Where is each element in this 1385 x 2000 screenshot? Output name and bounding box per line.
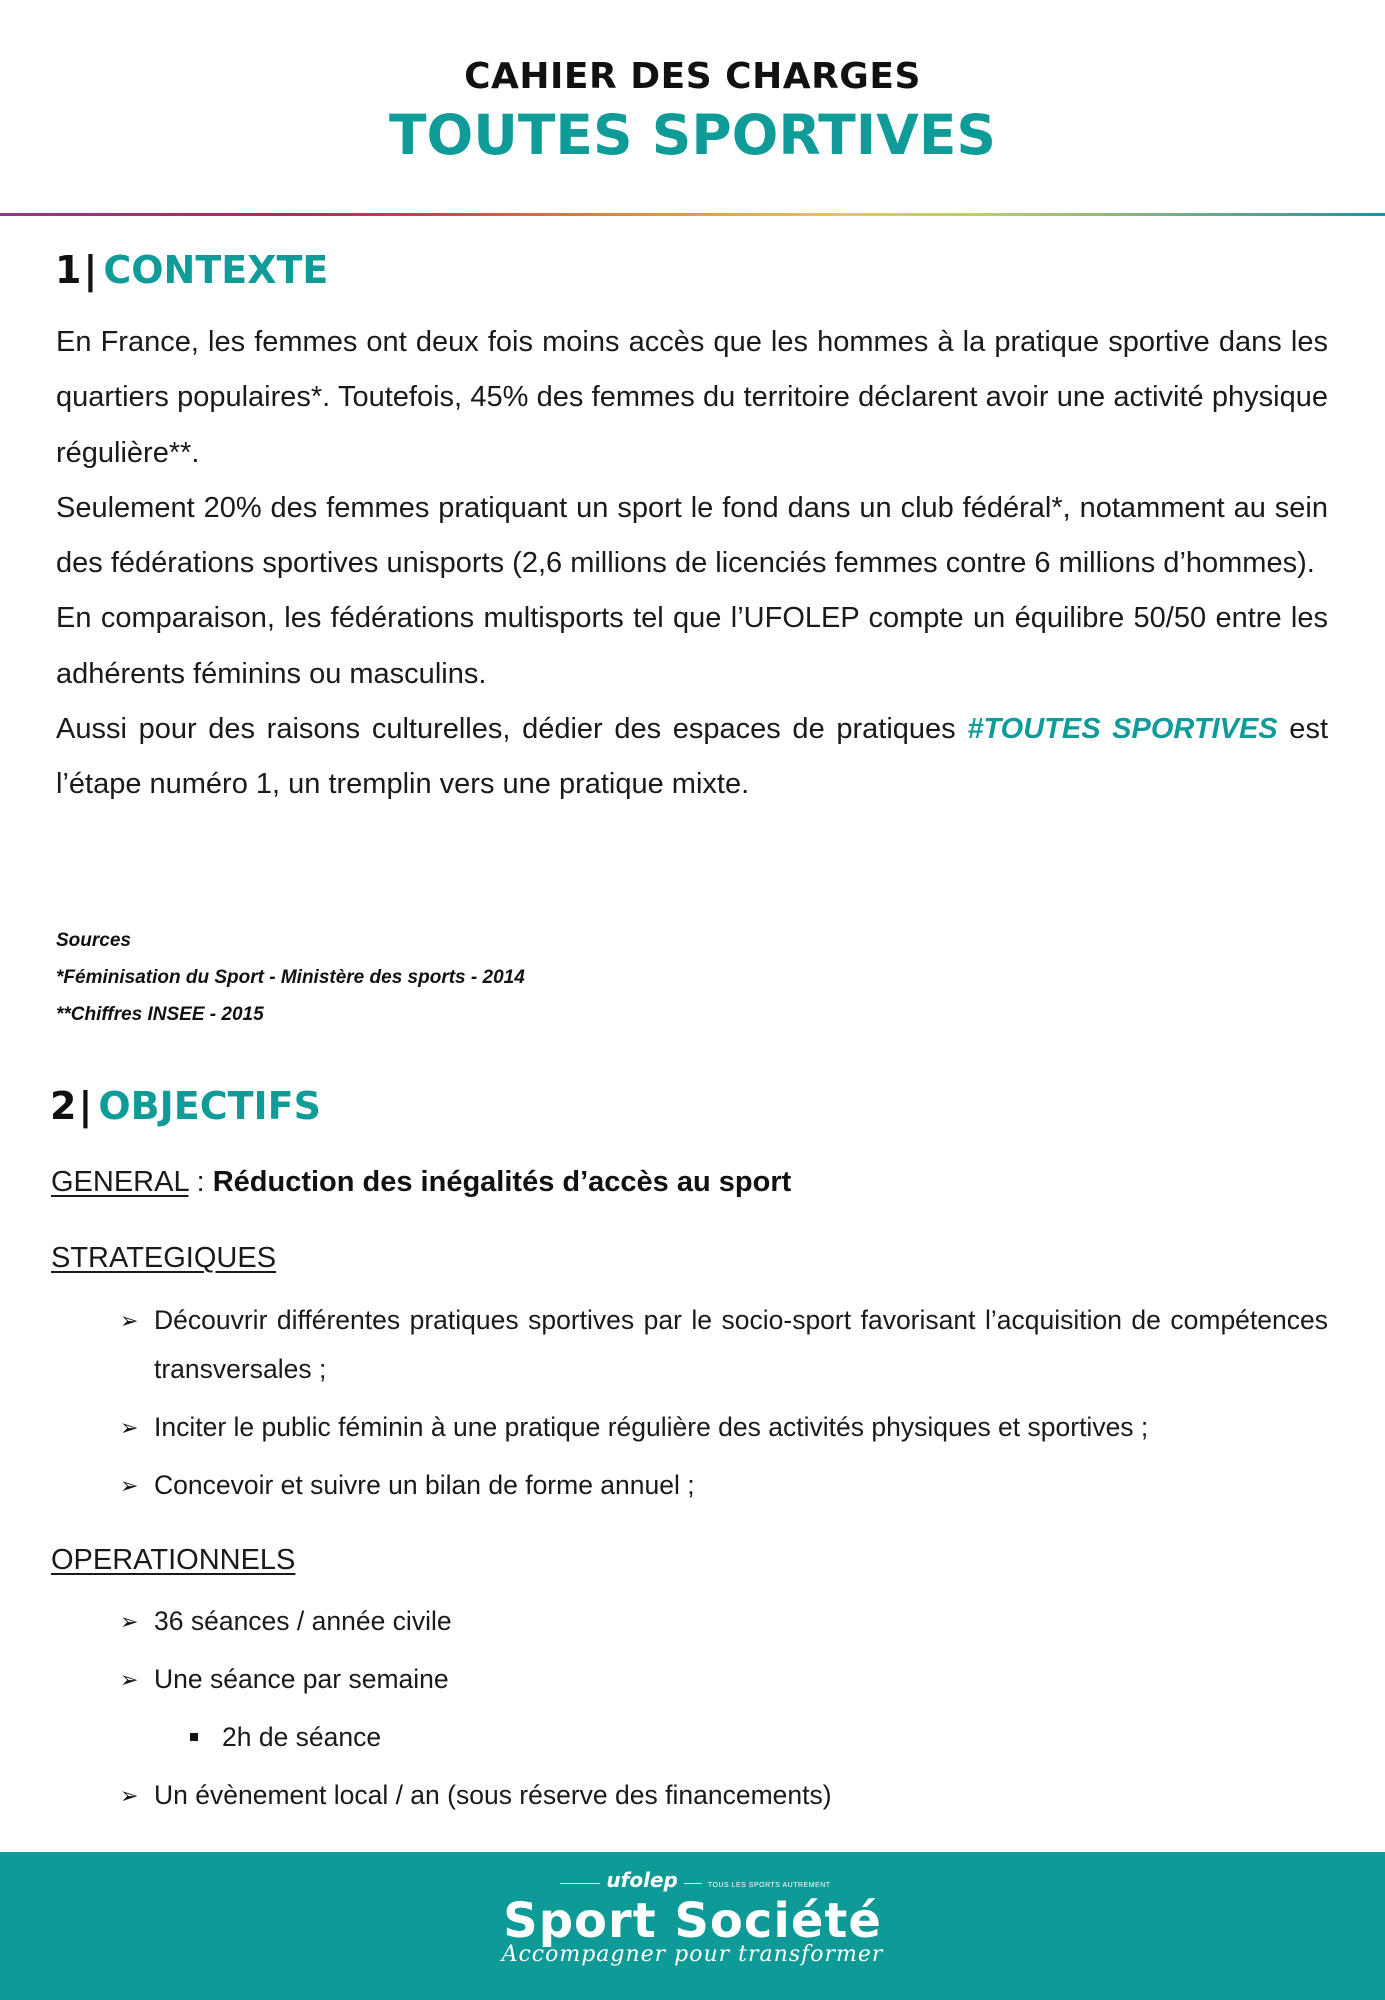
text: Aussi pour des raisons culturelles, dédier des espaces de pratiques xyxy=(56,713,968,746)
square-bullet-icon xyxy=(190,1733,198,1741)
sub-list-item-text: 2h de séance xyxy=(222,1722,382,1752)
strategiques-heading xyxy=(51,1238,276,1278)
arrow-bullet-icon: ➢ xyxy=(120,1473,139,1498)
paragraph: Seulement 20% des femmes pratiquant un sport le fond dans un club fédéral*, notamment au sein des fédérations sportives unisports (2,6 millions de licenciés femmes contre 6 millions d’hommes). xyxy=(56,491,1328,580)
arrow-bullet-icon: ➢ xyxy=(120,1667,139,1692)
section-separator: | xyxy=(78,1084,93,1128)
operationnels-list xyxy=(120,1597,1328,1820)
arrow-bullet-icon: ➢ xyxy=(120,1609,139,1634)
operationnels-label: OPERATIONNELS xyxy=(51,1544,296,1576)
general-value: Réduction des inégalités d’accès au sport xyxy=(212,1166,792,1198)
paragraph-conclusion xyxy=(56,702,1328,813)
logo-main-text: Sport Société xyxy=(503,1893,882,1949)
section-heading-objectifs xyxy=(50,1082,321,1130)
sources-title: Sources xyxy=(56,930,131,951)
paragraph: En France, les femmes ont deux fois moins accès que les hommes à la pratique sportive dans les quartiers populaires*. Toutefois, 45% des femmes du territoire déclarent avoir une activité physique régulière**. xyxy=(56,326,1328,469)
general-objective xyxy=(51,1162,791,1202)
list-item-text: Concevoir et suivre un bilan de forme annuel ; xyxy=(154,1470,695,1500)
arrow-bullet-icon: ➢ xyxy=(120,1783,139,1808)
list-item xyxy=(120,1597,1328,1646)
section-number: 1 xyxy=(55,248,82,292)
list-item-text: Inciter le public féminin à une pratique régulière des activités physiques et sportives ; xyxy=(154,1412,1149,1442)
general-label: GENERAL xyxy=(51,1166,189,1198)
list-item xyxy=(120,1296,1328,1394)
text: est l’étape numéro 1, un tremplin vers une pratique mixte. xyxy=(56,713,1328,801)
logo-tagline: TOUS LES SPORTS AUTREMENT xyxy=(707,1882,831,1889)
section-title: CONTEXTE xyxy=(103,248,329,292)
sources-block xyxy=(56,922,525,1033)
list-item-text: Une séance par semaine xyxy=(154,1664,449,1694)
document-title: CAHIER DES CHARGES xyxy=(464,56,921,97)
contexte-body xyxy=(56,315,1328,813)
list-item xyxy=(120,1461,1328,1510)
list-item-text: Un évènement local / an (sous réserve des financements) xyxy=(154,1780,832,1810)
section-heading-contexte xyxy=(55,246,328,294)
gradient-divider xyxy=(0,213,1385,216)
ufolep-brand: ufolep xyxy=(606,1868,678,1892)
strategiques-label: STRATEGIQUES xyxy=(51,1242,277,1274)
arrow-bullet-icon: ➢ xyxy=(120,1415,139,1440)
strategiques-list xyxy=(120,1296,1328,1510)
source-item: *Féminisation du Sport - Ministère des sports - 2014 xyxy=(56,967,525,988)
sub-list-item xyxy=(120,1713,1328,1762)
logo-dash xyxy=(560,1883,600,1884)
section-separator: | xyxy=(83,248,98,292)
arrow-bullet-icon: ➢ xyxy=(120,1308,139,1333)
list-item xyxy=(120,1403,1328,1452)
list-item-text: 36 séances / année civile xyxy=(154,1606,452,1636)
colon: : xyxy=(188,1166,213,1198)
list-item xyxy=(120,1771,1328,1820)
hashtag-highlight: #TOUTES SPORTIVES xyxy=(967,713,1278,746)
source-item: **Chiffres INSEE - 2015 xyxy=(56,1004,264,1025)
sport-societe-logo xyxy=(0,1870,1385,1968)
section-title: OBJECTIFS xyxy=(98,1084,321,1128)
list-item xyxy=(120,1655,1328,1704)
logo-dash xyxy=(684,1883,702,1884)
footer-banner xyxy=(0,1852,1385,2000)
document-header xyxy=(0,52,1385,170)
list-item-text: Découvrir différentes pratiques sportives par le socio-sport favorisant l’acquisition de compétences transversales ; xyxy=(154,1305,1328,1384)
section-number: 2 xyxy=(50,1084,77,1128)
paragraph: En comparaison, les fédérations multisports tel que l’UFOLEP compte un équilibre 50/50 entre les adhérents féminins ou masculins. xyxy=(56,602,1328,690)
logo-sub-text: Accompagner pour transformer xyxy=(501,1942,884,1967)
document-subtitle: TOUTES SPORTIVES xyxy=(388,103,997,167)
operationnels-heading xyxy=(51,1540,295,1580)
